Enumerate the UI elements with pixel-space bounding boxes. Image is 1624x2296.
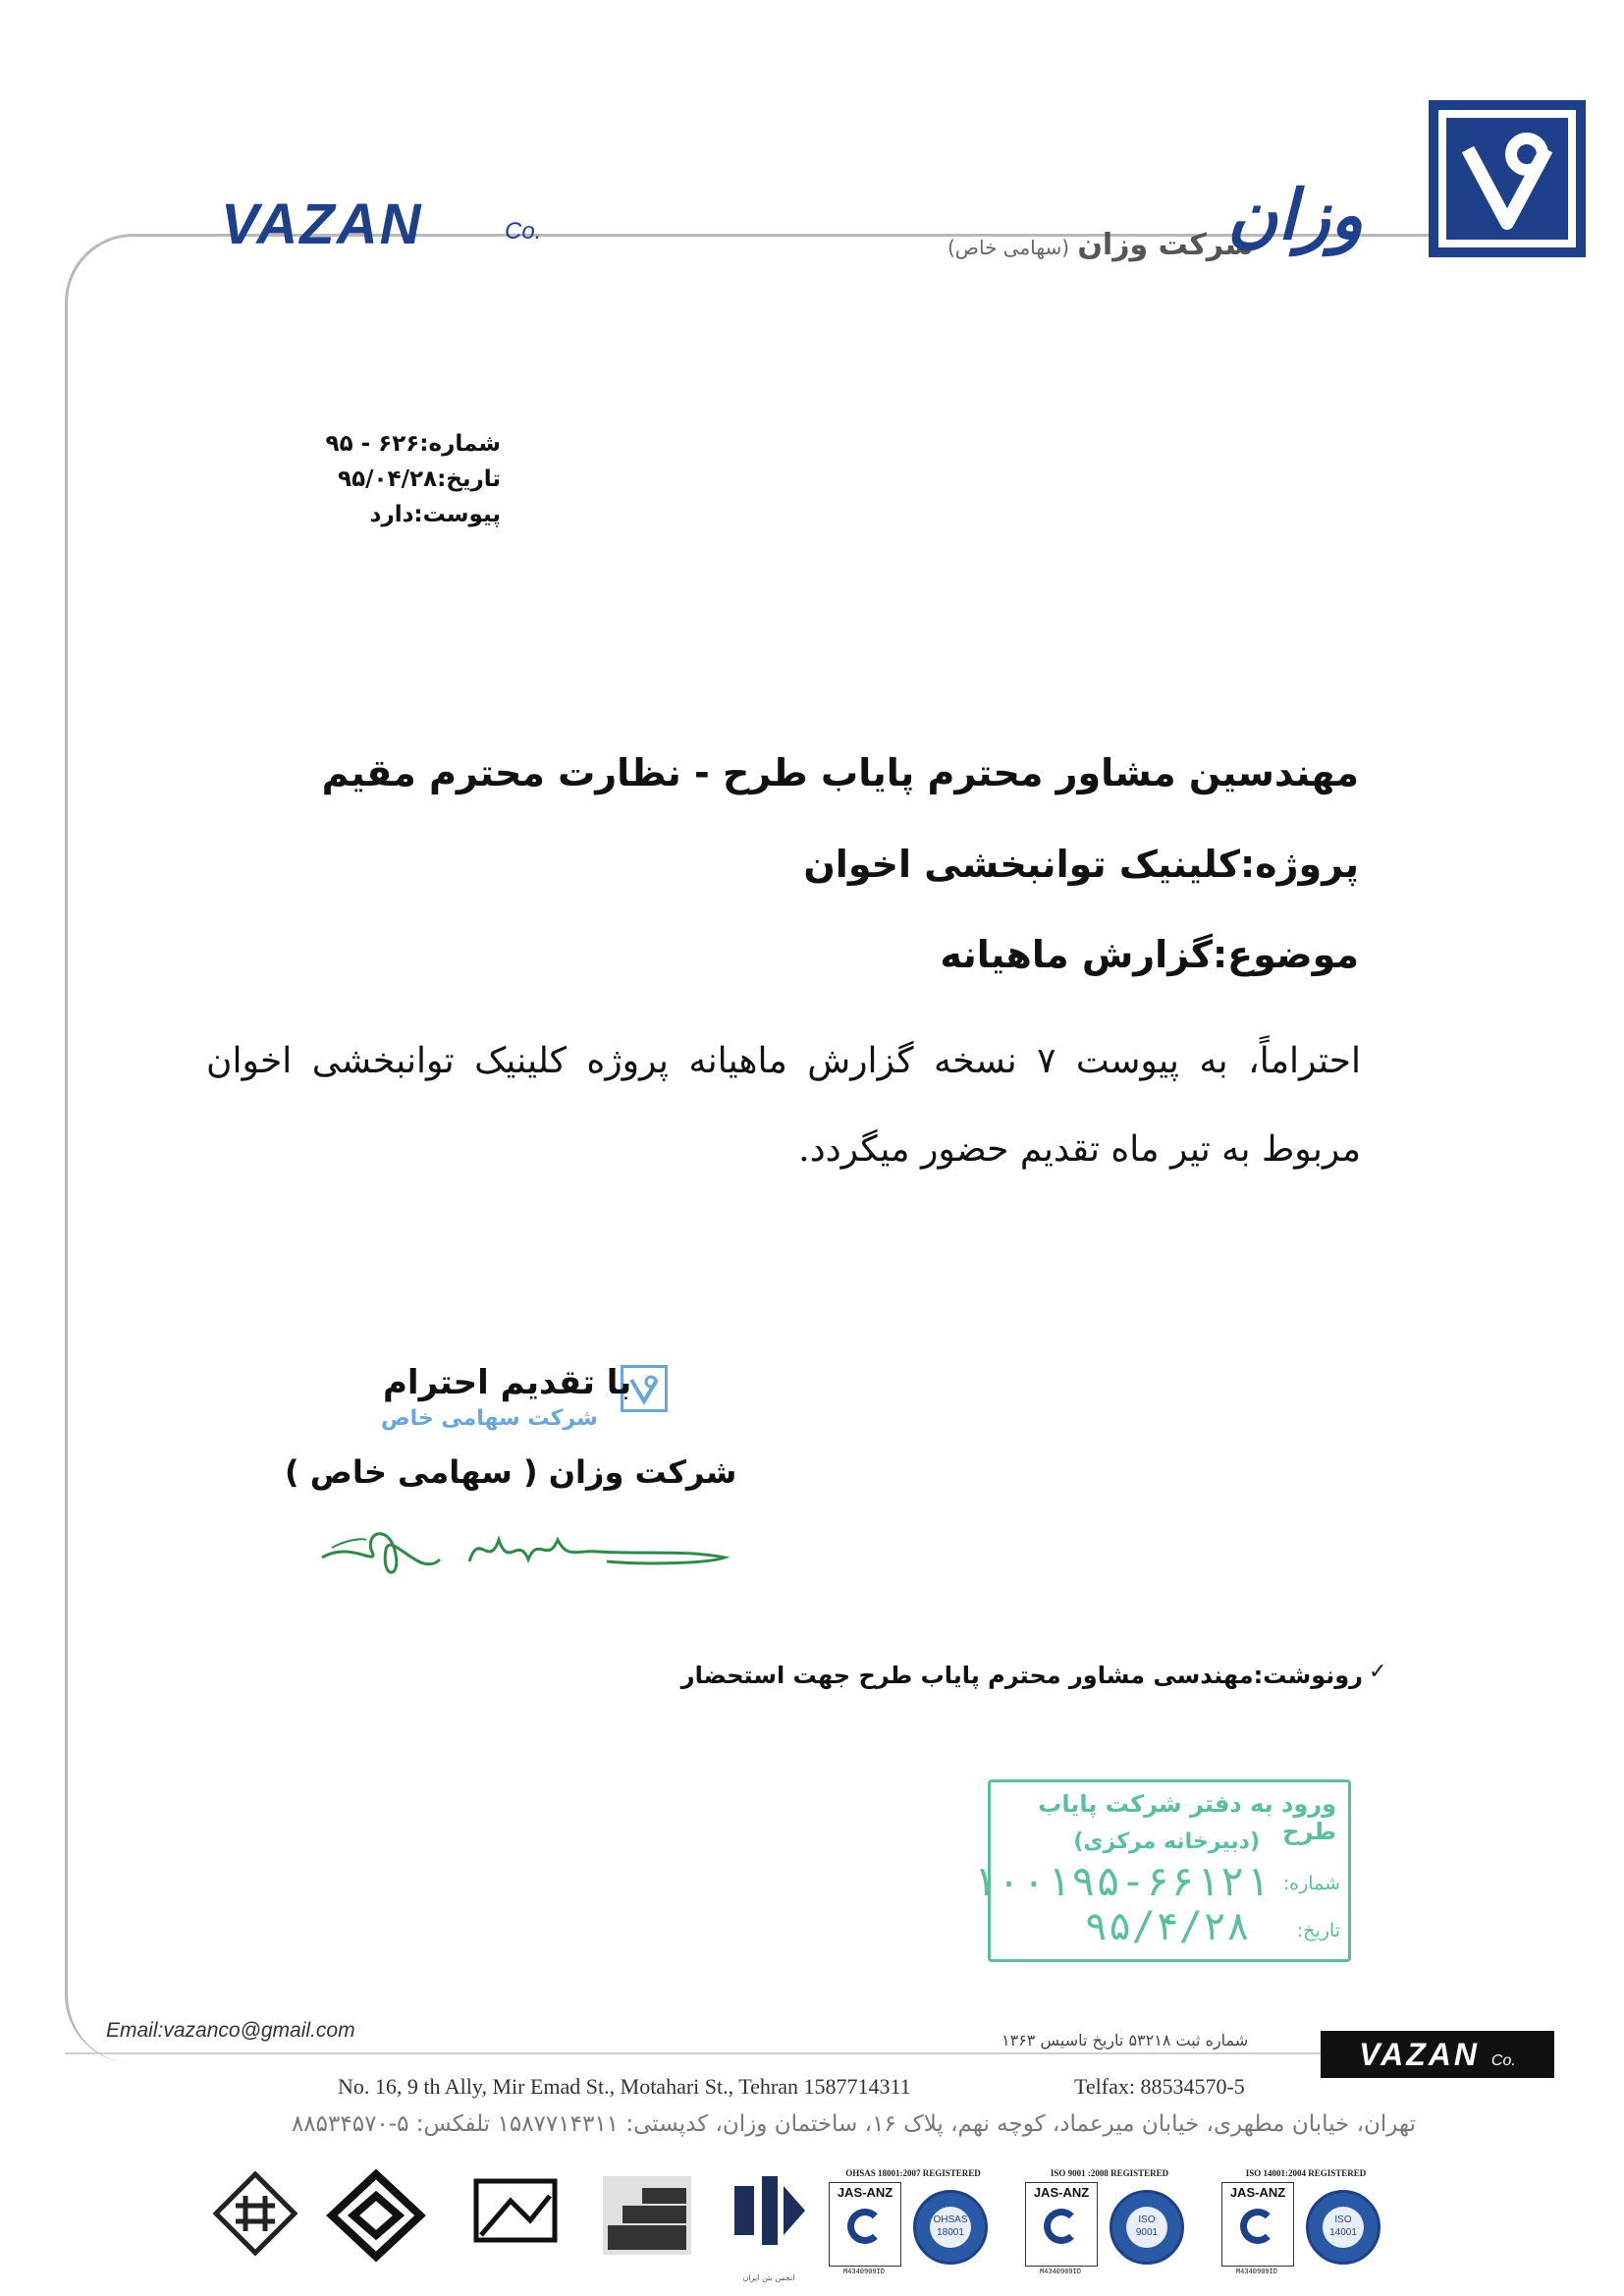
cert-ohsas — [825, 2168, 1001, 2286]
letter-number: شماره:۶۲۶ - ۹۵ — [325, 431, 501, 457]
company-stamp-text: شرکت سهامی خاص — [381, 1406, 598, 1431]
cert-iso9001-code: M4340909ID — [1039, 2269, 1081, 2276]
footer-email: Email:vazanco@gmail.com — [106, 2019, 355, 2042]
receipt-date-label: تاریخ: — [1296, 1920, 1340, 1941]
association-caption: انجمن بتن ایران — [742, 2273, 795, 2282]
footer-logo — [1321, 2031, 1554, 2078]
carbon-copy-line: رونوشت:مهندسی مشاور محترم پایاب طرح جهت استحضار — [680, 1662, 1363, 1689]
jas-anz-logo-icon — [829, 2182, 901, 2267]
receipt-number-value: ۱۰۰۱۹۵-۶۶۱۲۱ — [971, 1857, 1270, 1905]
association-logo-1-icon — [206, 2166, 304, 2284]
brand-logo-fa: وزان — [1227, 175, 1364, 255]
handwritten-signature — [312, 1510, 734, 1593]
cert-iso14001-seal: ISO 14001 — [1323, 2207, 1364, 2248]
concrete-association-logo-icon — [725, 2166, 813, 2284]
receipt-stamp-line1: ورود به دفتر شرکت پایاب طرح — [1038, 1790, 1336, 1845]
footer-address-fa: تهران، خیابان مطهری، خیابان میرعماد، کوچه نهم، پلاک ۱۶، ساختمان وزان، کدپستی: ۱۵۸۷۷۱۴۳۱۱ تلفکس: ۵-۸۸۵۳۴۵۷۰ — [291, 2111, 1416, 2137]
footer-logo-text: VAZAN — [1359, 2037, 1481, 2072]
letter-body: احتراماً، به پیوست ۷ نسخه گزارش ماهیانه پروژه کلینیک توانبخشی اخوان مربوط به تیر ماه تقدیم حضور میگردد. — [206, 1041, 1362, 1170]
receipt-stamp-line2: (دبیرخانه مرکزی) — [1073, 1830, 1260, 1854]
cert-iso9001-seal: ISO 9001 — [1126, 2207, 1167, 2248]
cert-iso14001-caption: ISO 14001:2004 REGISTERED — [1245, 2168, 1367, 2178]
cert-ohsas-code: M4340909ID — [842, 2269, 885, 2276]
certification-seal-icon — [1306, 2190, 1380, 2265]
certification-seal-icon — [913, 2190, 988, 2265]
jas-anz-logo-icon — [1025, 2182, 1098, 2267]
letter-recipient: مهندسین مشاور محترم پایاب طرح - نظارت محترم مقیم — [321, 751, 1359, 794]
cert-ohsas-body: JAS-ANZ — [837, 2185, 893, 2200]
footer-address-en: No. 16, 9 th Ally, Mir Emad St., Motahari St., Tehran 1587714311 — [338, 2074, 911, 2099]
receipt-stamp — [971, 1779, 1351, 1962]
vazan-logo-icon — [1429, 100, 1586, 257]
letter-attachment: پیوست:دارد — [369, 502, 501, 527]
association-logo-4-icon — [593, 2166, 701, 2284]
cert-iso9001 — [1021, 2168, 1198, 2286]
cert-iso14001 — [1218, 2168, 1394, 2286]
jas-anz-logo-icon — [1221, 2182, 1294, 2267]
company-type: (سهامی خاص) — [947, 236, 1070, 259]
association-logo-3-icon — [461, 2166, 569, 2284]
certification-seal-icon — [1110, 2190, 1184, 2265]
cert-iso9001-body: JAS-ANZ — [1033, 2185, 1090, 2200]
brand-logo-en: VAZAN — [221, 192, 423, 256]
letter-meta — [319, 426, 501, 532]
association-logo-2-icon — [322, 2166, 430, 2284]
letter-subject: موضوع:گزارش ماهیانه — [940, 933, 1359, 976]
company-header — [947, 228, 1254, 262]
cert-ohsas-seal: OHSAS 18001 — [930, 2207, 971, 2248]
letter-date: تاریخ:۹۵/۰۴/۲۸ — [338, 466, 501, 492]
signature-closing: با تقدیم احترام — [383, 1363, 632, 1402]
footer-logo-co: Co. — [1490, 2052, 1516, 2069]
checkmark-icon: ✓ — [1369, 1660, 1387, 1684]
company-name: شرکت وزان — [1077, 228, 1254, 262]
receipt-number-label: شماره: — [1282, 1873, 1340, 1894]
signature-company: شرکت وزان ( سهامی خاص ) — [285, 1453, 737, 1491]
letter-project: پروژه:کلینیک توانبخشی اخوان — [803, 843, 1359, 886]
cert-iso9001-caption: ISO 9001 :2008 REGISTERED — [1050, 2168, 1169, 2178]
cert-ohsas-caption: OHSAS 18001:2007 REGISTERED — [845, 2168, 981, 2178]
footer-registration: شماره ثبت ۵۳۲۱۸ تاریخ تاسیس ۱۳۶۳ — [1001, 2031, 1249, 2050]
receipt-date-value: ۹۵/۴/۲۸ — [1084, 1904, 1250, 1949]
cert-iso14001-code: M4340909ID — [1235, 2269, 1277, 2276]
letter-frame-bottom — [65, 2052, 1322, 2054]
cert-iso14001-body: JAS-ANZ — [1229, 2185, 1286, 2200]
brand-co: Co. — [505, 218, 542, 245]
footer-telfax-en: Telfax: 88534570-5 — [1074, 2074, 1245, 2099]
